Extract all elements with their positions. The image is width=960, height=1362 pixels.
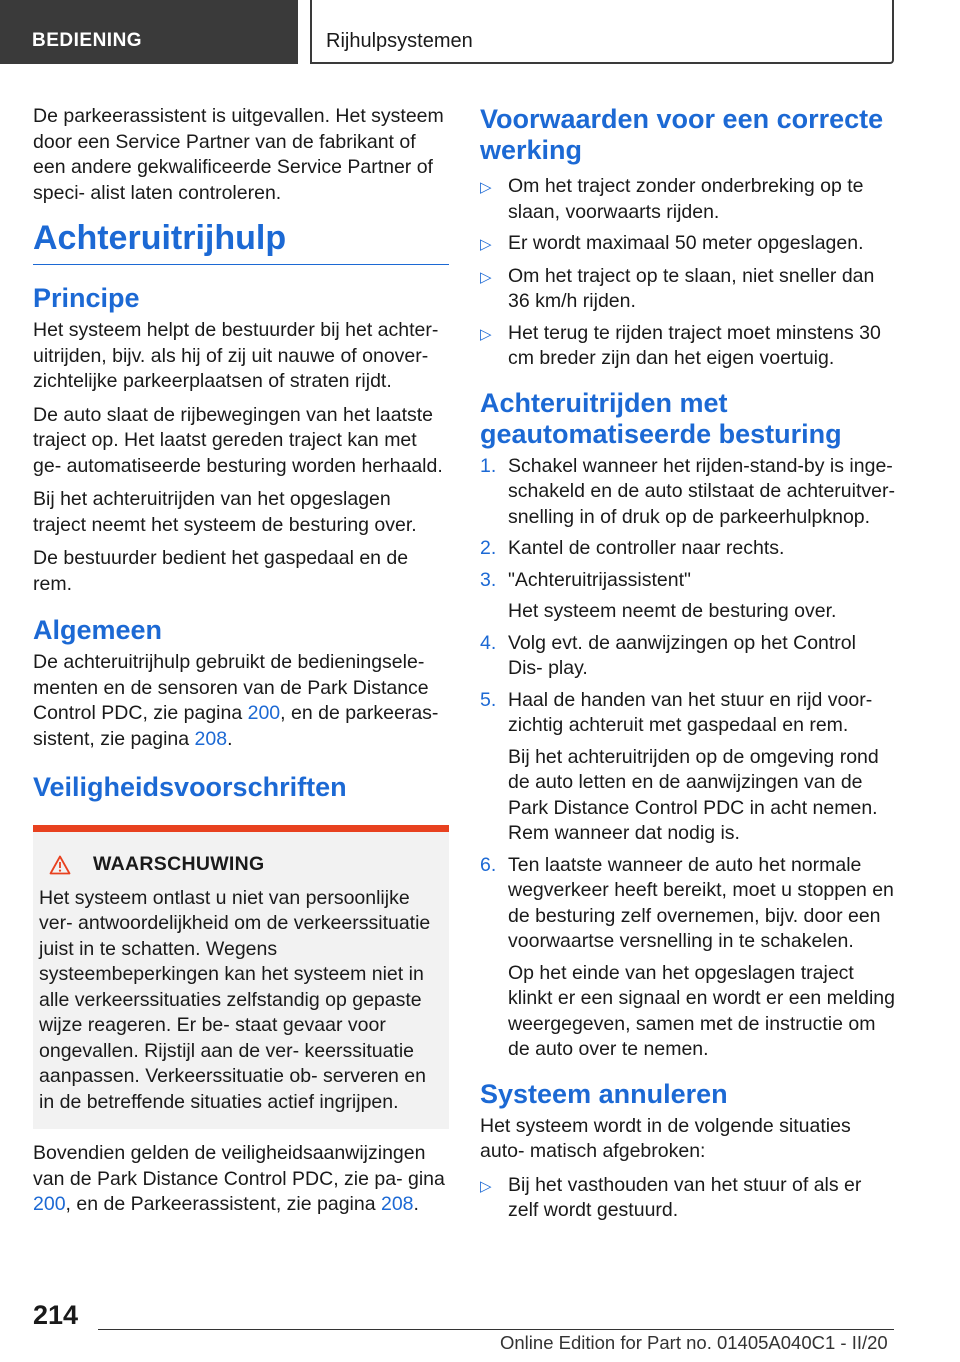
list-item: ▷ Om het traject op te slaan, niet sneller dan 36 km/h rijden. bbox=[480, 264, 896, 315]
page-title: Achteruitrijhulp bbox=[33, 218, 449, 265]
bullet-triangle-icon: ▷ bbox=[480, 179, 492, 196]
achteruitrijden-heading: Achteruitrijden met geautomatiseerde besturing bbox=[480, 387, 842, 449]
list-item: ▷ Om het traject zonder onderbreking op te slaan, voorwaarts rijden. bbox=[480, 174, 896, 225]
right-column bbox=[480, 104, 896, 1230]
header-chapter-tab bbox=[310, 0, 894, 64]
footer-edition: Online Edition for Part no. 01405A040C1 - II/20 bbox=[500, 1332, 888, 1353]
algemeen-paragraph: De achteruitrijhulp gebruikt de bedieningsele‐ menten en de sensoren van de Park Distance Control PDC, zie pagina 200, en de parkeeras‐ sistent, zie pagina 208. bbox=[33, 651, 439, 750]
bovendien-paragraph: Bovendien gelden de veiligheidsaanwijzingen van de Park Distance Control PDC, zie pa‐ gina 200, en de Parkeerassistent, zie pagina 208. bbox=[33, 1142, 445, 1215]
page-number: 214 bbox=[33, 1300, 79, 1330]
principe-paragraph-2: De auto slaat de rijbewegingen van het laatste traject op. Het laatst gereden traject kan met ge‐ automatiseerde besturing worden herhaald. bbox=[33, 403, 443, 477]
list-item: ▷ Er wordt maximaal 50 meter opgeslagen. bbox=[480, 231, 896, 258]
left-column bbox=[33, 104, 449, 1226]
voorwaarden-heading: Voorwaarden voor een correcte werking bbox=[480, 104, 884, 165]
warning-title-row bbox=[39, 852, 441, 878]
warning-text: Het systeem ontlast u niet van persoonlijke ver‐ antwoordelijkheid om de verkeerssituatie juist in te schatten. Wegens systeembeperkingen kan het systeem niet in alle verkeerssituaties zelfstandig op gepaste wijze reageren. Er be‐ staat gevaar voor ongevallen. Rijstijl aan de ver‐ keerssituatie aanpassen. Verkeerssituatie ob‐ serveren en in de betreffende situaties actief ingrijpen. bbox=[39, 886, 431, 1113]
step-6-note: Op het einde van het opgeslagen traject klinkt er een signaal en wordt er een melding weergegeven, samen met de instructie om de auto over te nemen. bbox=[508, 961, 895, 1060]
warning-triangle-icon bbox=[49, 855, 71, 875]
header-section-tab bbox=[0, 0, 298, 64]
principe-paragraph-1: Het systeem helpt de bestuurder bij het achter‐ uitrijden, bijv. als hij of zij uit nauwe of onover‐ zichtelijke parkeerplaatsen of straten rijdt. bbox=[33, 319, 439, 392]
page-link-208-b[interactable]: 208 bbox=[380, 1193, 414, 1215]
list-item: ▷ Bij het vasthouden van het stuur of als er zelf wordt gestuurd. bbox=[480, 1173, 896, 1224]
step-item: 3. "Achteruitrijassistent" bbox=[480, 568, 691, 591]
header-section-label: BEDIENING bbox=[32, 30, 143, 51]
page-link-200[interactable]: 200 bbox=[247, 702, 281, 724]
principe-heading: Principe bbox=[33, 283, 140, 313]
veiligheid-heading: Veiligheidsvoorschriften bbox=[33, 772, 347, 802]
page-link-208[interactable]: 208 bbox=[194, 727, 228, 750]
algemeen-heading: Algemeen bbox=[33, 615, 163, 645]
header-chapter-label: Rijhulpsystemen bbox=[326, 30, 473, 52]
intro-paragraph: De parkeerassistent is uitgevallen. Het systeem door een Service Partner van de fabrikant of een andere gekwalificeerde Service Partner of speci‐ alist laten controleren. bbox=[33, 105, 444, 204]
step-item: 1. Schakel wanneer het rijden-stand-by is inge‐ schakeld en de auto stilstaat de achteruitver‐ snelling in of druk op de parkeerhulpknop. bbox=[480, 454, 895, 528]
step-item: 6. Ten laatste wanneer de auto het normale wegverkeer heeft bereikt, moet u stoppen en de besturing zelf overnemen, bijv. door een voorwaartse versnelling in te schakelen. bbox=[480, 853, 894, 952]
step-item: 2. Kantel de controller naar rechts. bbox=[480, 537, 785, 559]
warning-box bbox=[33, 825, 449, 1129]
bullet-triangle-icon: ▷ bbox=[480, 268, 492, 286]
list-item: ▷ Het terug te rijden traject moet minstens 30 cm breder zijn dan het eigen voertuig. bbox=[480, 321, 896, 372]
annuleren-heading: Systeem annuleren bbox=[480, 1078, 728, 1109]
step-item: 5. Haal de handen van het stuur en rijd voor‐ zichtig achteruit met gaspedaal en rem. bbox=[480, 688, 873, 736]
step-item: 4. Volg evt. de aanwijzingen op het Control Dis‐ play. bbox=[480, 631, 856, 679]
warning-title: WAARSCHUWING bbox=[93, 853, 265, 875]
principe-paragraph-4: De bestuurder bedient het gaspedaal en de rem. bbox=[33, 547, 409, 595]
bullet-triangle-icon: ▷ bbox=[480, 236, 492, 253]
footer-divider bbox=[98, 1329, 894, 1330]
principe-paragraph-3: Bij het achteruitrijden van het opgeslagen traject neemt het systeem de besturing over. bbox=[33, 488, 417, 536]
bullet-triangle-icon: ▷ bbox=[480, 325, 492, 343]
annuleren-paragraph: Het systeem wordt in de volgende situaties auto‐ matisch afgebroken: bbox=[480, 1114, 851, 1162]
step-3-note: Het systeem neemt de besturing over. bbox=[508, 600, 837, 622]
bullet-triangle-icon: ▷ bbox=[480, 1177, 492, 1195]
page-link-200-b[interactable]: 200 bbox=[33, 1193, 66, 1215]
step-5-note: Bij het achteruitrijden op de omgeving rond de auto letten en de aanwijzingen van de Park Distance Control PDC in acht nemen. Rem wanneer dat nodig is. bbox=[508, 745, 879, 844]
